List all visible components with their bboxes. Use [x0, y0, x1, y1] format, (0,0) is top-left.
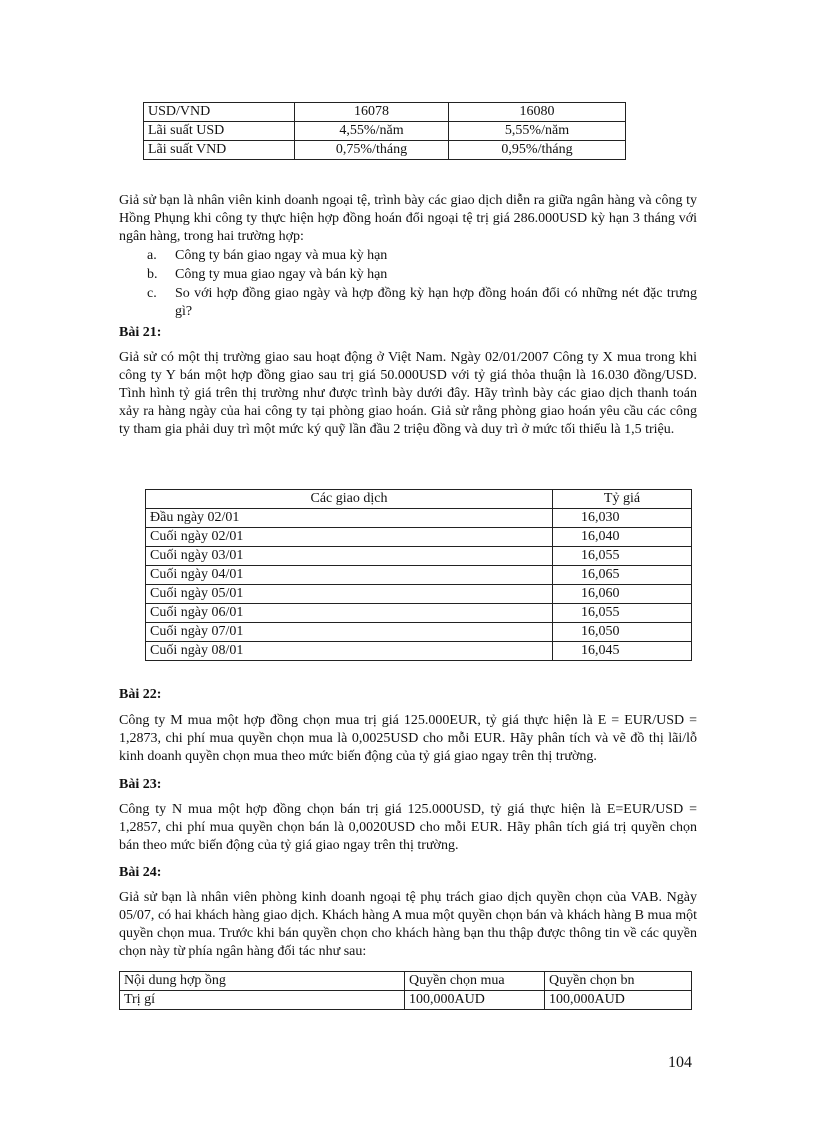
table-header-cell: Nội dung hợp ồng [120, 972, 405, 991]
table-cell: 16,055 [553, 547, 692, 566]
table-header-row [146, 490, 692, 509]
section-text: Công ty M mua một hợp đồng chọn mua trị giá 125.000EUR, tỷ giá thực hiện là E = EUR/USD = 1,2873, chi phí mua quyền chọn mua là 0,0025USD cho mỗi EUR. Hãy phân tích và vẽ đồ thị lãi/lỗ kinh doanh quyền chọn mua theo mức biến động của tỷ giá giao ngay trên thị trường. [119, 713, 697, 764]
table-row [144, 103, 626, 122]
table-cell: Lãi suất VND [144, 141, 295, 160]
list-marker: b. [147, 267, 158, 282]
table-cell: 16,030 [553, 509, 692, 528]
table-cell: 16,065 [553, 566, 692, 585]
table-cell: 0,95%/tháng [449, 141, 626, 160]
table-row [146, 566, 692, 585]
table-row [144, 141, 626, 160]
table-header-cell: Các giao dịch [146, 490, 553, 509]
table-cell: 100,000AUD [405, 991, 545, 1010]
table-cell: Cuối ngày 02/01 [146, 528, 553, 547]
table-cell: 4,55%/năm [295, 122, 449, 141]
list-marker: c. [147, 286, 157, 301]
section-heading: Bài 21: [119, 325, 162, 340]
table-cell: Cuối ngày 04/01 [146, 566, 553, 585]
table-cell: 16,050 [553, 623, 692, 642]
section-heading: Bài 22: [119, 687, 162, 702]
table-cell: 16078 [295, 103, 449, 122]
table-row [146, 623, 692, 642]
table-row [146, 528, 692, 547]
list-text: Công ty bán giao ngay và mua kỳ hạn [175, 248, 388, 263]
table-row [144, 122, 626, 141]
section-text: Công ty N mua một hợp đồng chọn bán trị giá 125.000USD, tỷ giá thực hiện là E=EUR/USD = 1,2857, chi phí mua quyền chọn bán là 0,0020USD cho mỗi EUR. Hãy phân tích giá trị quyền chọn bán theo mức biến động của tỷ giá giao ngay trên thị trường. [119, 802, 697, 853]
exchange-rate-table [143, 102, 626, 160]
table-cell: 0,75%/tháng [295, 141, 449, 160]
table-cell: Cuối ngày 06/01 [146, 604, 553, 623]
list-text: Công ty mua giao ngay và bán kỳ hạn [175, 267, 388, 282]
swap-problem-intro: Giả sử bạn là nhân viên kinh doanh ngoại tệ, trình bày các giao dịch diễn ra giữa ngân hàng và công ty Hồng Phụng khi công ty thực hiện hợp đồng hoán đổi ngoại tệ trị giá 286.000USD kỳ hạn 3 tháng với ngân hàng, trong hai trường hợp: [119, 193, 697, 244]
table-header-cell: Tỷ giá [553, 490, 692, 509]
table-cell: USD/VND [144, 103, 295, 122]
table-row [146, 509, 692, 528]
table-cell: Lãi suất USD [144, 122, 295, 141]
table-cell: 100,000AUD [545, 991, 692, 1010]
section-text: Giả sử có một thị trường giao sau hoạt động ở Việt Nam. Ngày 02/01/2007 Công ty X mua trong khi công ty Y bán một hợp đồng giao sau trị giá 50.000USD với tỷ giá thỏa thuận là 16.030 đồng/USD. Tình hình tỷ giá trên thị trường như được trình bày dưới đây. Hãy trình bày các giao dịch thanh toán xảy ra hàng ngày của hai công ty tại phòng giao hoán. Giả sử rằng phòng giao hoán yêu cầu các công ty tham gia phải duy trì một mức ký quỹ lần đầu 2 triệu đồng và duy trì ở mức tối thiểu là 1,5 triệu. [119, 350, 697, 437]
table-row [146, 547, 692, 566]
section-heading: Bài 23: [119, 777, 162, 792]
table-cell: 16,045 [553, 642, 692, 661]
table-header-cell: Quyền chọn mua [405, 972, 545, 991]
list-marker: a. [147, 248, 157, 263]
table-cell: Cuối ngày 05/01 [146, 585, 553, 604]
list-item [147, 266, 697, 284]
option-contract-table [119, 971, 692, 1010]
list-text: So với hợp đồng giao ngày và hợp đồng kỳ hạn hợp đồng hoán đổi có những nét đặc trưng gì? [175, 286, 697, 319]
futures-rate-table [145, 489, 692, 661]
table-cell: Cuối ngày 07/01 [146, 623, 553, 642]
section-text: Giả sử bạn là nhân viên phòng kinh doanh ngoại tệ phụ trách giao dịch quyền chọn của VAB. Ngày 05/07, có hai khách hàng giao dịch. Khách hàng A mua một quyền chọn bán và khách hàng B mua một quyền chọn mua. Trước khi bán quyền chọn cho khách hàng bạn thu thập được thông tin về các quyền chọn này từ phía ngân hàng đối tác như sau: [119, 890, 697, 959]
table-cell: Cuối ngày 08/01 [146, 642, 553, 661]
table-header-row [120, 972, 692, 991]
table-row [120, 991, 692, 1010]
table-header-cell: Quyền chọn bn [545, 972, 692, 991]
table-row [146, 604, 692, 623]
table-row [146, 642, 692, 661]
page-number: 104 [668, 1054, 692, 1071]
table-cell: 5,55%/năm [449, 122, 626, 141]
table-cell: 16,040 [553, 528, 692, 547]
table-cell: 16080 [449, 103, 626, 122]
table-cell: Cuối ngày 03/01 [146, 547, 553, 566]
list-item [147, 285, 697, 321]
table-cell: Trị gí [120, 991, 405, 1010]
table-cell: 16,055 [553, 604, 692, 623]
table-cell: Đầu ngày 02/01 [146, 509, 553, 528]
section-heading: Bài 24: [119, 865, 162, 880]
table-row [146, 585, 692, 604]
list-item [147, 247, 697, 265]
table-cell: 16,060 [553, 585, 692, 604]
